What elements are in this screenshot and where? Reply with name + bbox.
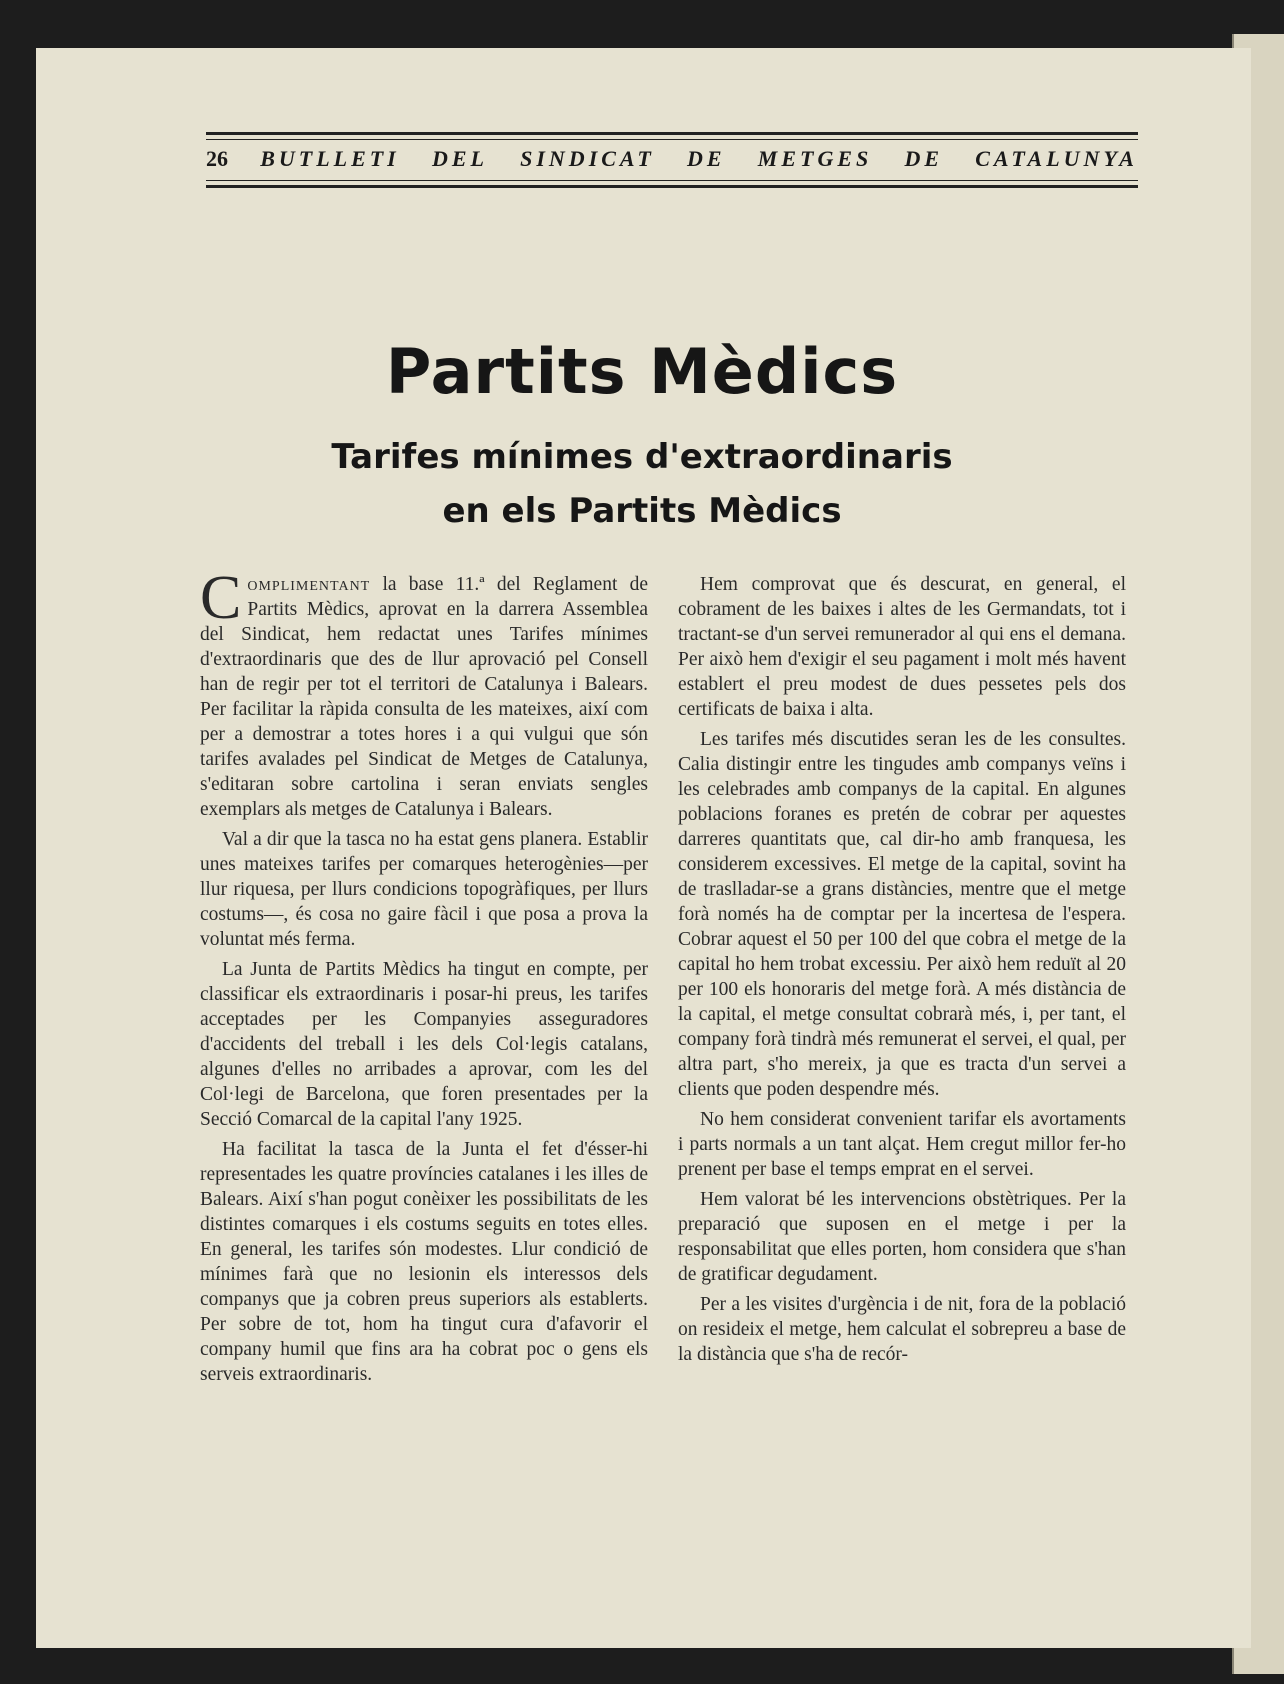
paragraph: Les tarifes més discutides seran les de les consultes. Calia distingir entre les tingudes amb companys veïns i les celebrades amb companys de la capital. En algunes poblacions foranes es pretén de cobrar per aquestes darreres quantitats que, cal dir-ho amb franquesa, les considerem excessives. El metge de la capital, sovint ha de traslladar-se a grans distàncies, mentre que el metge forà només ha de comptar per la incertesa de l'espera. Cobrar aquest el 50 per 100 del que cobra el metge de la capital ho hem trobat excessiu. Per això hem reduït al 20 per 100 els honoraris del metge forà. A més distància de la capital, el metge consultat cobrarà més, i, per tant, el company forà tindrà més remunerat el servei, el qual, per altra part, s'ho mereix, ja que es tracta d'un servei a clients que poden despendre més. [678, 729, 1126, 1100]
article-subtitle [0, 430, 1284, 538]
article-title: Partits Mèdics [385, 335, 899, 408]
subtitle-line-2: en els Partits Mèdics [442, 491, 842, 531]
paragraph: La Junta de Partits Mèdics ha tingut en compte, per classificar els extraordinaris i posar-hi preus, les tarifes acceptades per les Companyies asseguradores d'accidents del treball i les dels Col·legis catalans, algunes d'elles no arribades a aprovar, com les del Col·legi de Barcelona, que foren presentades per la Secció Comarcal de la capital l'any 1925. [200, 959, 648, 1130]
header-rule-top-thin [206, 139, 1138, 140]
subtitle-line-1: Tarifes mínimes d'extraordinaris [331, 437, 953, 477]
paragraph: Ha facilitat la tasca de la Junta el fet d'ésser-hi representades les quatre províncies catalanes i les illes de Balears. Així s'han pogut conèixer les possibilitats de les distintes comarques i els costums seguits en totes elles. En general, les tarifes són modestes. Llur condició de mínimes farà que no lesionin els interessos dels companys que ja cobren preus superiors als establerts. Per sobre de tot, hom ha tingut cura d'afavorir el company humil que fins ara ha cobrat poc o gens els serveis extraordinaris. [200, 1139, 648, 1385]
left-column [200, 564, 648, 1392]
header-rule-bottom-thick [206, 185, 1138, 188]
running-header [206, 144, 1138, 174]
header-word: METGES [757, 146, 873, 171]
right-column [678, 572, 1126, 1372]
header-word: BUTLLETI [260, 146, 400, 171]
paragraph [200, 564, 648, 822]
drop-cap: C [200, 564, 242, 632]
paragraph: No hem considerat convenient tarifar els avortaments i parts normals a un tant alçat. Hem cregut millor fer-ho prenent per base el temps emprat en el servei. [678, 1109, 1126, 1180]
paragraph: Per a les visites d'urgència i de nit, fora de la població on resideix el metge, hem calculat el sobrepreu a base de la distància que s'ha de recór- [678, 1294, 1126, 1365]
header-rule-bottom-thin [206, 180, 1138, 181]
lead-smallcaps: omplimentant [247, 574, 371, 595]
paragraph-text: la base 11.ª del Reglament de Partits Mèdics, aprovat en la darrera Assemblea del Sindicat, hem redactat unes Tarifes mínimes d'extraordinaris que des de llur aprovació pel Consell han de regir per tot el territori de Catalunya i Balears. Per facilitar la ràpida consulta de les mateixes, així com per a demostrar a totes hores i a qui vulgui que són tarifes avalades pel Sindicat de Metges de Catalunya, s'editaran sobre cartolina i seran enviats sengles exemplars als metges de Catalunya i Balears. [200, 574, 648, 820]
header-word: DEL [431, 146, 488, 171]
paragraph: Hem valorat bé les intervencions obstètriques. Per la preparació que suposen en el metge i per la responsabilitat que elles porten, hom considera que s'han de gratificar degudament. [678, 1189, 1126, 1285]
paragraph: Val a dir que la tasca no ha estat gens planera. Establir unes mateixes tarifes per comarques heterogènies—per llur riquesa, per llurs condicions topogràfiques, per llurs costums—, és cosa no gaire fàcil i que posa a prova la voluntat més ferma. [200, 829, 648, 950]
header-rule-top-thick [206, 132, 1138, 135]
header-word: CATALUNYA [975, 146, 1138, 171]
paragraph: Hem comprovat que és descurat, en general, el cobrament de les baixes i altes de les Germandats, tot i tractant-se d'un servei remunerador al qui ens el demana. Per això hem d'exigir el seu pagament i molt més havent establert el preu modest de dues pessetes pels dos certificats de baixa i alta. [678, 574, 1126, 720]
page-number: 26 [206, 146, 228, 171]
header-word: SINDICAT [520, 146, 655, 171]
header-word: DE [687, 146, 726, 171]
header-word: DE [904, 146, 944, 171]
